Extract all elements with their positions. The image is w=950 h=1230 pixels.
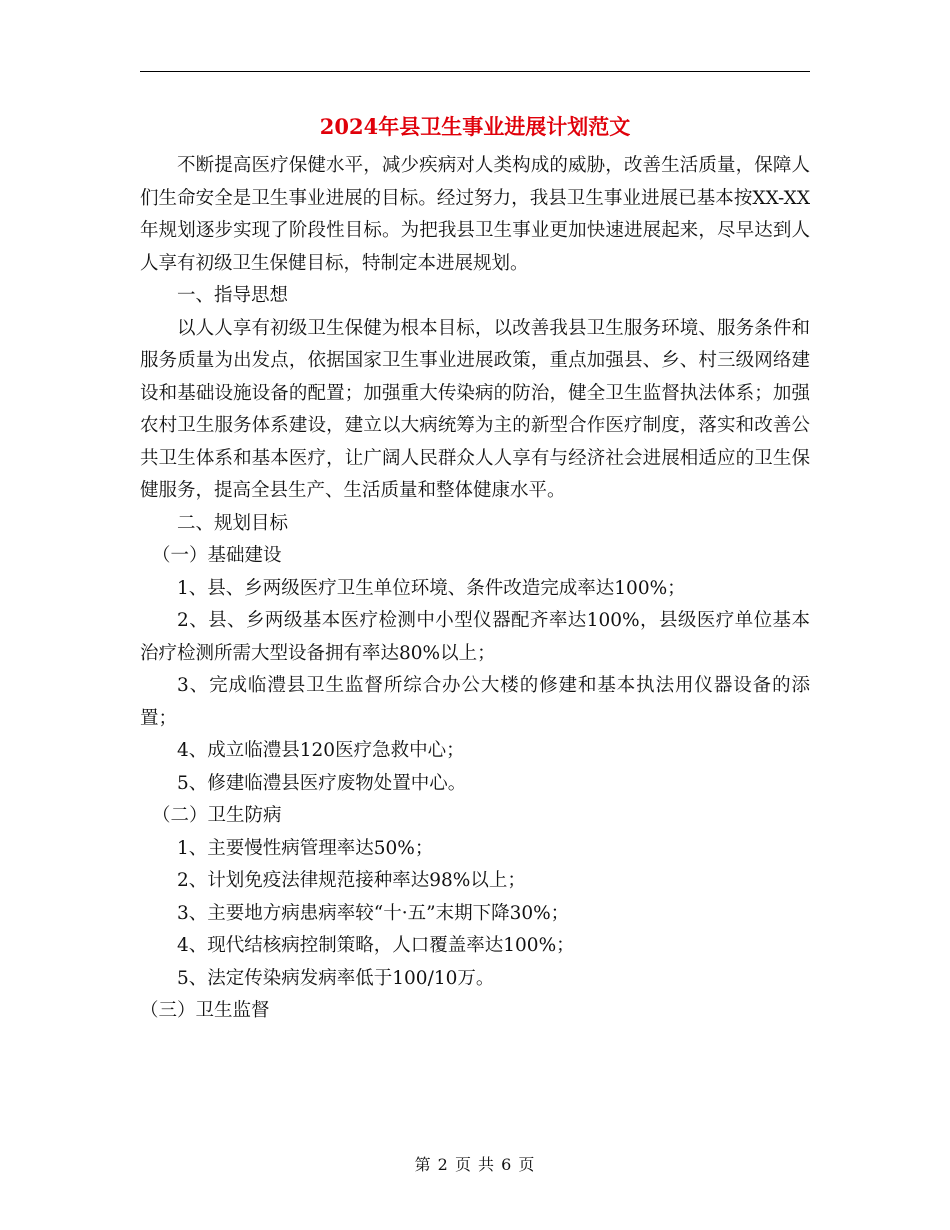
list-item: 1、县、乡两级医疗卫生单位环境、条件改造完成率达100%； — [177, 577, 686, 599]
section-heading-guiding-thought: 一、指导思想 — [177, 285, 289, 306]
list-item: 5、法定传染病发病率低于100/10万。 — [177, 967, 495, 989]
header-rule — [140, 71, 810, 72]
list-item: 4、成立临澧县120医疗急救中心； — [177, 740, 465, 761]
list-item: 1、主要慢性病管理率达50%； — [177, 837, 434, 859]
list-item: 2、县、乡两级基本医疗检测中小型仪器配齐率达100%，县级医疗单位基本治疗检测所需大型设备拥有率达80%以上； — [140, 610, 810, 664]
list-item: 3、完成临澧县卫生监督所综合办公大楼的修建和基本执法用仪器设备的添置； — [140, 675, 810, 729]
page-number: 第 2 页 共 6 页 — [414, 1155, 536, 1174]
subheading-health-supervision: （三）卫生监督 — [140, 1000, 270, 1021]
list-item: 2、计划免疫法律规范接种率达98%以上； — [177, 870, 526, 891]
document-title: 2024年县卫生事业进展计划范文 — [319, 114, 631, 139]
list-item: 5、修建临澧县医疗废物处置中心。 — [177, 772, 467, 794]
subheading-disease-prevention: （二）卫生防病 — [152, 805, 282, 826]
section-heading-plan-goals: 二、规划目标 — [177, 512, 289, 534]
document-body — [140, 150, 810, 1028]
list-item: 3、主要地方病患病率较“十·五”末期下降30%； — [177, 902, 570, 924]
guiding-thought-paragraph: 以人人享有初级卫生保健为根本目标，以改善我县卫生服务环境、服务条件和服务质量为出发点，依据国家卫生事业进展政策，重点加强县、乡、村三级网络建设和基础设施设备的配置；加强重大传染病的防治，健全卫生监督执法体系；加强农村卫生服务体系建设，建立以大病统筹为主的新型合作医疗制度，落实和改善公共卫生体系和基本医疗，让广阔人民群众人人享有与经济社会进展相适应的卫生保健服务，提高全县生产、生活质量和整体健康水平。 — [140, 317, 810, 501]
list-item: 4、现代结核病控制策略，人口覆盖率达100%； — [177, 935, 575, 956]
intro-paragraph: 不断提高医疗保健水平，减少疾病对人类构成的威胁，改善生活质量，保障人们生命安全是卫生事业进展的目标。经过努力，我县卫生事业进展已基本按XX-XX年规划逐步实现了阶段性目标。为把我县卫生事业更加快速进展起来，尽早达到人人享有初级卫生保健目标，特制定本进展规划。 — [140, 155, 810, 274]
subheading-infrastructure: （一）基础建设 — [152, 545, 282, 566]
